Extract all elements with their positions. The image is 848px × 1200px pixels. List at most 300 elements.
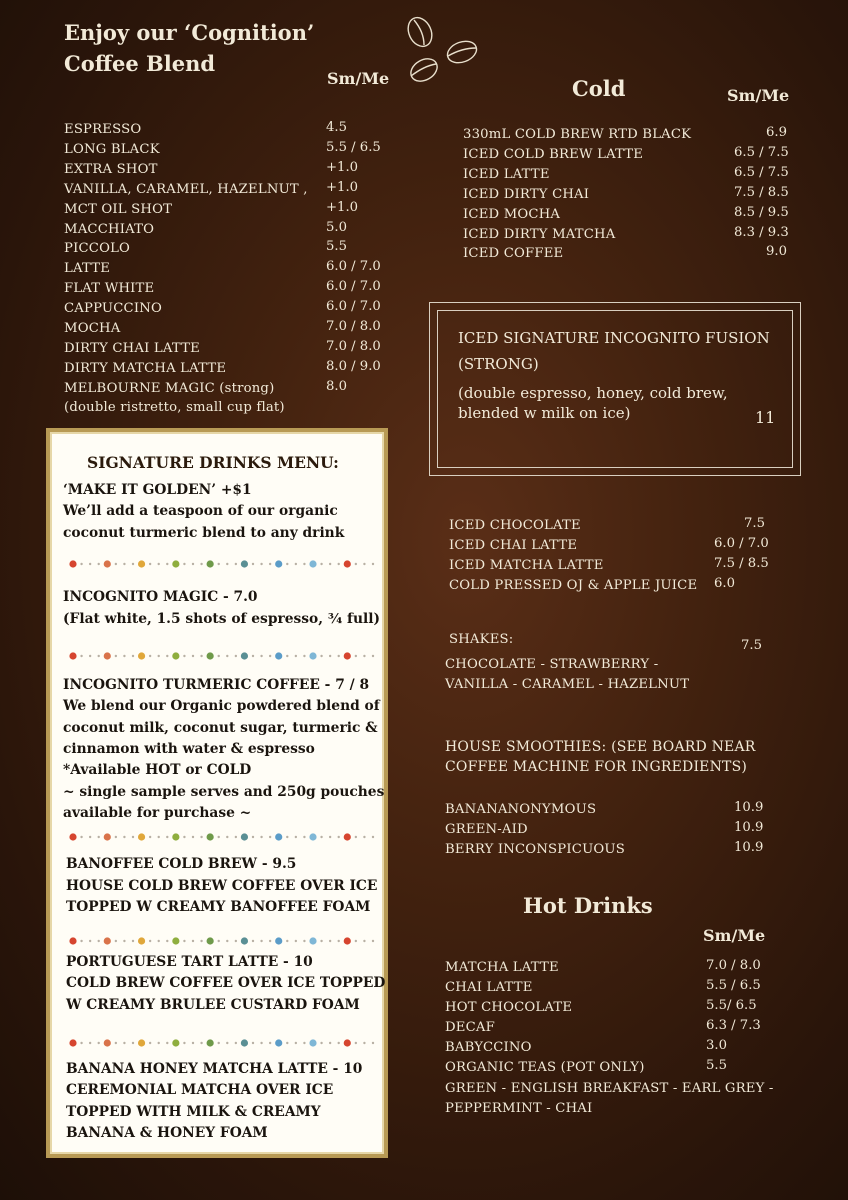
small-dot (123, 1042, 125, 1044)
dot-row-icon (68, 832, 378, 842)
small-dot (338, 940, 340, 942)
coffee-item-price: 6.0 / 7.0 (326, 279, 381, 295)
hot-item-price: 5.5/ 6.5 (706, 998, 757, 1013)
small-dot (132, 1042, 134, 1044)
color-dot (138, 1039, 145, 1046)
coffee-item-name: MACCHIATO (64, 221, 155, 237)
small-dot (80, 655, 82, 657)
cold-item-name: ICED LATTE (463, 166, 550, 182)
small-dot (329, 563, 331, 565)
color-dot (275, 937, 282, 944)
color-dot (69, 560, 76, 567)
coffee-item-price: 8.0 / 9.0 (326, 358, 381, 374)
color-dot (69, 1039, 76, 1046)
color-dot (344, 937, 351, 944)
turmeric-line6: ~ single sample serves and 250g pouches (63, 784, 385, 800)
turmeric-line5: *Available HOT or COLD (63, 762, 252, 778)
small-dot (320, 1042, 322, 1044)
small-dot (200, 940, 202, 942)
cold-item-name: ICED DIRTY MATCHA (463, 226, 616, 242)
cold-item-price: 9.0 (766, 244, 787, 260)
coffee-title (64, 17, 314, 79)
fusion-price: 11 (755, 408, 776, 427)
dot-row-icon (68, 936, 378, 946)
turmeric-line2: We blend our Organic powdered blend of (63, 698, 380, 714)
small-dot (235, 1042, 237, 1044)
small-dot (132, 563, 134, 565)
color-dot (344, 560, 351, 567)
hot-item-price: 5.5 / 6.5 (706, 978, 761, 993)
small-dot (226, 1042, 228, 1044)
small-dot (80, 1042, 82, 1044)
color-dot (69, 652, 76, 659)
small-dot (166, 836, 168, 838)
small-dot (303, 940, 305, 942)
small-dot (260, 1042, 262, 1044)
small-dot (158, 655, 160, 657)
small-dot (235, 655, 237, 657)
small-dot (295, 836, 297, 838)
small-dot (200, 563, 202, 565)
small-dot (200, 836, 202, 838)
small-dot (218, 836, 220, 838)
color-dot (172, 1039, 179, 1046)
coffee-item-name: EXTRA SHOT (64, 161, 158, 177)
small-dot (235, 563, 237, 565)
small-dot (320, 655, 322, 657)
fusion-line2: (STRONG) (458, 355, 539, 373)
small-dot (98, 836, 100, 838)
coffee-item-name: MOCHA (64, 321, 121, 336)
small-dot (269, 1042, 271, 1044)
color-dot (104, 1039, 111, 1046)
smoothie-item-price: 10.9 (734, 840, 764, 855)
fusion-box (429, 302, 801, 476)
small-dot (363, 836, 365, 838)
small-dot (269, 940, 271, 942)
small-dot (183, 563, 185, 565)
iced-item-name: ICED MATCHA LATTE (449, 557, 604, 573)
small-dot (338, 1042, 340, 1044)
color-dot (207, 652, 214, 659)
small-dot (286, 940, 288, 942)
banoffee-line2: HOUSE COLD BREW COFFEE OVER ICE (66, 878, 378, 894)
cold-item-price: 8.3 / 9.3 (734, 224, 789, 240)
small-dot (269, 563, 271, 565)
small-dot (200, 1042, 202, 1044)
hot-item-name: HOT CHOCOLATE (445, 1000, 573, 1015)
iced-item-price: 6.0 / 7.0 (714, 535, 769, 551)
coffee-item-name: FLAT WHITE (64, 281, 155, 297)
small-dot (338, 563, 340, 565)
hot-item-name: DECAF (445, 1020, 495, 1035)
cold-item-price: 7.5 / 8.5 (734, 184, 789, 200)
small-dot (355, 836, 357, 838)
teas-line2: PEPPERMINT - CHAI (445, 1101, 593, 1116)
small-dot (372, 1042, 374, 1044)
small-dot (320, 563, 322, 565)
color-dot (344, 833, 351, 840)
color-dot (104, 833, 111, 840)
dot-row-icon (68, 651, 378, 661)
coffee-item-price: 6.0 / 7.0 (326, 299, 381, 315)
small-dot (329, 655, 331, 657)
coffee-item-name: LATTE (64, 261, 111, 277)
small-dot (158, 836, 160, 838)
small-dot (98, 1042, 100, 1044)
small-dot (158, 563, 160, 565)
small-dot (226, 563, 228, 565)
cold-item-name: 330mL COLD BREW RTD BLACK (463, 127, 692, 142)
small-dot (132, 836, 134, 838)
coffee-item-name: DIRTY CHAI LATTE (64, 340, 200, 356)
color-dot (275, 560, 282, 567)
shakes-line2: VANILLA - CARAMEL - HAZELNUT (445, 677, 690, 692)
color-dot (172, 937, 179, 944)
color-dot (275, 833, 282, 840)
small-dot (218, 1042, 220, 1044)
teas-line1: GREEN - ENGLISH BREAKFAST - EARL GREY - (445, 1081, 774, 1096)
small-dot (329, 836, 331, 838)
small-dot (123, 836, 125, 838)
small-dot (115, 1042, 117, 1044)
smoothie-item-price: 10.9 (734, 800, 764, 815)
fusion-line4: blended w milk on ice) (458, 404, 631, 422)
coffee-item-name: VANILLA, CARAMEL, HAZELNUT , (64, 181, 308, 197)
smoothies-line2: COFFEE MACHINE FOR INGREDIENTS) (445, 759, 748, 775)
smoothie-item-name: GREEN-AID (445, 822, 528, 837)
shakes-line1: CHOCOLATE - STRAWBERRY - (445, 657, 659, 672)
cold-item-name: ICED COFFEE (463, 246, 564, 262)
turmeric-line3: coconut milk, coconut sugar, turmeric & (63, 720, 378, 736)
small-dot (115, 655, 117, 657)
small-dot (149, 836, 151, 838)
turmeric-line4: cinnamon with water & espresso (63, 741, 315, 757)
small-dot (303, 655, 305, 657)
coffee-beans-icon (400, 12, 490, 92)
iced-item-name: ICED CHOCOLATE (449, 518, 581, 533)
hot-item-name: ORGANIC TEAS (POT ONLY) (445, 1060, 645, 1075)
coffee-item-price: 7.0 / 8.0 (326, 319, 381, 334)
small-dot (295, 1042, 297, 1044)
color-dot (172, 560, 179, 567)
color-dot (138, 833, 145, 840)
coffee-title-line2: Coffee Blend (64, 51, 216, 76)
small-dot (355, 1042, 357, 1044)
coffee-title-line1: Enjoy our ‘Cognition’ (64, 20, 315, 45)
small-dot (158, 940, 160, 942)
small-dot (166, 655, 168, 657)
color-dot (275, 1039, 282, 1046)
small-dot (363, 940, 365, 942)
small-dot (218, 655, 220, 657)
small-dot (286, 655, 288, 657)
dot-row-icon (68, 559, 378, 569)
small-dot (260, 655, 262, 657)
turmeric-line7: available for purchase ~ (63, 805, 252, 821)
dot-divider (68, 646, 378, 656)
small-dot (286, 1042, 288, 1044)
small-dot (363, 1042, 365, 1044)
cold-item-name: ICED COLD BREW LATTE (463, 146, 644, 162)
color-dot (69, 833, 76, 840)
dot-divider (68, 554, 378, 564)
hot-size-header: Sm/Me (703, 926, 766, 945)
small-dot (89, 940, 91, 942)
small-dot (303, 1042, 305, 1044)
coffee-size-header: Sm/Me (327, 69, 390, 88)
small-dot (303, 563, 305, 565)
small-dot (372, 836, 374, 838)
small-dot (80, 563, 82, 565)
hot-item-name: MATCHA LATTE (445, 960, 559, 975)
shakes-label: SHAKES: (449, 632, 514, 647)
color-dot (207, 937, 214, 944)
small-dot (166, 563, 168, 565)
smoothies-line1: HOUSE SMOOTHIES: (SEE BOARD NEAR (445, 739, 756, 755)
smoothie-item-name: BANANANONYMOUS (445, 802, 597, 817)
color-dot (241, 833, 248, 840)
small-dot (115, 563, 117, 565)
small-dot (372, 655, 374, 657)
color-dot (104, 937, 111, 944)
iced-item-price: 7.5 (744, 516, 765, 531)
small-dot (372, 940, 374, 942)
color-dot (309, 652, 316, 659)
hot-item-price: 7.0 / 8.0 (706, 958, 761, 973)
color-dot (309, 1039, 316, 1046)
color-dot (309, 833, 316, 840)
small-dot (295, 655, 297, 657)
dot-divider (68, 827, 378, 837)
dot-divider (68, 931, 378, 941)
coffee-note: (double ristretto, small cup flat) (64, 400, 285, 415)
color-dot (241, 1039, 248, 1046)
small-dot (183, 836, 185, 838)
color-dot (69, 937, 76, 944)
small-dot (320, 940, 322, 942)
coffee-item-price: 6.0 / 7.0 (326, 259, 381, 275)
portuguese-line1: PORTUGUESE TART LATTE - 10 (66, 954, 313, 970)
small-dot (295, 940, 297, 942)
color-dot (138, 652, 145, 659)
small-dot (192, 836, 194, 838)
cold-item-price: 6.5 / 7.5 (734, 164, 789, 180)
hot-item-price: 5.5 (706, 1058, 727, 1073)
coffee-item-price: +1.0 (326, 159, 359, 175)
color-dot (344, 652, 351, 659)
banoffee-line3: TOPPED W CREAMY BANOFFEE FOAM (66, 899, 371, 915)
coffee-item-price: 5.5 (326, 239, 347, 255)
cold-size-header: Sm/Me (727, 86, 790, 105)
small-dot (355, 563, 357, 565)
cold-title: Cold (572, 76, 626, 101)
small-dot (166, 940, 168, 942)
color-dot (241, 560, 248, 567)
color-dot (207, 560, 214, 567)
coffee-item-name: MELBOURNE MAGIC (strong) (64, 380, 275, 396)
color-dot (241, 937, 248, 944)
small-dot (200, 655, 202, 657)
color-dot (104, 560, 111, 567)
small-dot (260, 836, 262, 838)
iced-item-price: 7.5 / 8.5 (714, 555, 769, 571)
signature-title: SIGNATURE DRINKS MENU: (87, 453, 339, 472)
coffee-item-price: 4.5 (326, 120, 347, 135)
small-dot (269, 655, 271, 657)
iced-item-price: 6.0 (714, 575, 735, 591)
shakes-price: 7.5 (741, 638, 762, 653)
cold-item-price: 8.5 / 9.5 (734, 204, 789, 220)
small-dot (166, 1042, 168, 1044)
small-dot (115, 836, 117, 838)
small-dot (89, 655, 91, 657)
coffee-item-price: 7.0 / 8.0 (326, 338, 381, 354)
small-dot (252, 1042, 254, 1044)
coffee-item-name: MCT OIL SHOT (64, 201, 173, 217)
color-dot (138, 560, 145, 567)
small-dot (132, 655, 134, 657)
small-dot (192, 1042, 194, 1044)
hot-item-name: CHAI LATTE (445, 980, 533, 995)
small-dot (80, 940, 82, 942)
hot-item-name: BABYCCINO (445, 1040, 532, 1055)
fusion-line3: (double espresso, honey, cold brew, (458, 384, 728, 402)
small-dot (149, 1042, 151, 1044)
coffee-item-price: 8.0 (326, 378, 347, 394)
small-dot (260, 563, 262, 565)
fusion-line1: ICED SIGNATURE INCOGNITO FUSION (458, 329, 770, 347)
hot-item-price: 6.3 / 7.3 (706, 1018, 761, 1033)
small-dot (320, 836, 322, 838)
small-dot (115, 940, 117, 942)
color-dot (309, 937, 316, 944)
color-dot (172, 652, 179, 659)
color-dot (275, 652, 282, 659)
small-dot (183, 1042, 185, 1044)
small-dot (218, 940, 220, 942)
coffee-item-name: DIRTY MATCHA LATTE (64, 360, 227, 376)
small-dot (98, 940, 100, 942)
small-dot (123, 940, 125, 942)
cold-item-price: 6.5 / 7.5 (734, 144, 789, 160)
portuguese-line3: W CREAMY BRULEE CUSTARD FOAM (66, 997, 360, 1013)
color-dot (172, 833, 179, 840)
small-dot (89, 836, 91, 838)
small-dot (235, 940, 237, 942)
hot-item-price: 3.0 (706, 1038, 727, 1053)
small-dot (252, 655, 254, 657)
smoothie-item-name: BERRY INCONSPICUOUS (445, 842, 625, 857)
golden-line1: ‘MAKE IT GOLDEN’ +$1 (63, 482, 252, 498)
color-dot (207, 1039, 214, 1046)
color-dot (241, 652, 248, 659)
small-dot (252, 563, 254, 565)
small-dot (269, 836, 271, 838)
small-dot (226, 940, 228, 942)
golden-line2: We’ll add a teaspoon of our organic (63, 503, 338, 519)
small-dot (235, 836, 237, 838)
magic-line2: (Flat white, 1.5 shots of espresso, ¾ full) (63, 611, 381, 627)
small-dot (286, 836, 288, 838)
signature-panel (46, 428, 388, 1158)
iced-item-name: ICED CHAI LATTE (449, 537, 578, 553)
small-dot (226, 836, 228, 838)
small-dot (338, 836, 340, 838)
small-dot (98, 655, 100, 657)
small-dot (329, 1042, 331, 1044)
small-dot (226, 655, 228, 657)
small-dot (149, 563, 151, 565)
small-dot (80, 836, 82, 838)
color-dot (138, 937, 145, 944)
banana-line4: BANANA & HONEY FOAM (66, 1125, 268, 1141)
coffee-item-name: ESPRESSO (64, 122, 142, 137)
small-dot (286, 563, 288, 565)
color-dot (207, 833, 214, 840)
small-dot (295, 563, 297, 565)
small-dot (183, 655, 185, 657)
small-dot (372, 563, 374, 565)
small-dot (123, 655, 125, 657)
coffee-item-price: +1.0 (326, 179, 359, 195)
small-dot (363, 655, 365, 657)
small-dot (158, 1042, 160, 1044)
portuguese-line2: COLD BREW COFFEE OVER ICE TOPPED (66, 975, 386, 991)
coffee-item-name: LONG BLACK (64, 141, 160, 157)
small-dot (329, 940, 331, 942)
iced-item-name: COLD PRESSED OJ & APPLE JUICE (449, 577, 698, 593)
dot-row-icon (68, 1038, 378, 1048)
banana-line2: CEREMONIAL MATCHA OVER ICE (66, 1082, 334, 1098)
small-dot (192, 655, 194, 657)
cold-item-price: 6.9 (766, 125, 787, 140)
turmeric-line1: INCOGNITO TURMERIC COFFEE - 7 / 8 (63, 677, 370, 693)
small-dot (89, 563, 91, 565)
cold-item-name: ICED MOCHA (463, 206, 561, 222)
coffee-item-price: +1.0 (326, 199, 359, 215)
small-dot (132, 940, 134, 942)
color-dot (104, 652, 111, 659)
coffee-item-name: PICCOLO (64, 241, 131, 257)
coffee-item-price: 5.5 / 6.5 (326, 139, 381, 155)
small-dot (149, 655, 151, 657)
hot-title: Hot Drinks (523, 893, 653, 918)
small-dot (149, 940, 151, 942)
small-dot (123, 563, 125, 565)
golden-line3: coconut turmeric blend to any drink (63, 525, 345, 541)
coffee-item-price: 5.0 (326, 219, 347, 235)
small-dot (303, 836, 305, 838)
smoothie-item-price: 10.9 (734, 820, 764, 835)
small-dot (192, 563, 194, 565)
color-dot (344, 1039, 351, 1046)
color-dot (309, 560, 316, 567)
magic-line1: INCOGNITO MAGIC - 7.0 (63, 589, 258, 605)
small-dot (192, 940, 194, 942)
small-dot (252, 940, 254, 942)
small-dot (260, 940, 262, 942)
small-dot (338, 655, 340, 657)
cold-item-name: ICED DIRTY CHAI (463, 186, 590, 202)
small-dot (355, 940, 357, 942)
coffee-item-name: CAPPUCCINO (64, 301, 162, 317)
small-dot (363, 563, 365, 565)
banana-line1: BANANA HONEY MATCHA LATTE - 10 (66, 1061, 363, 1077)
banoffee-line1: BANOFFEE COLD BREW - 9.5 (66, 856, 297, 872)
banana-line3: TOPPED WITH MILK & CREAMY (66, 1104, 321, 1120)
small-dot (252, 836, 254, 838)
